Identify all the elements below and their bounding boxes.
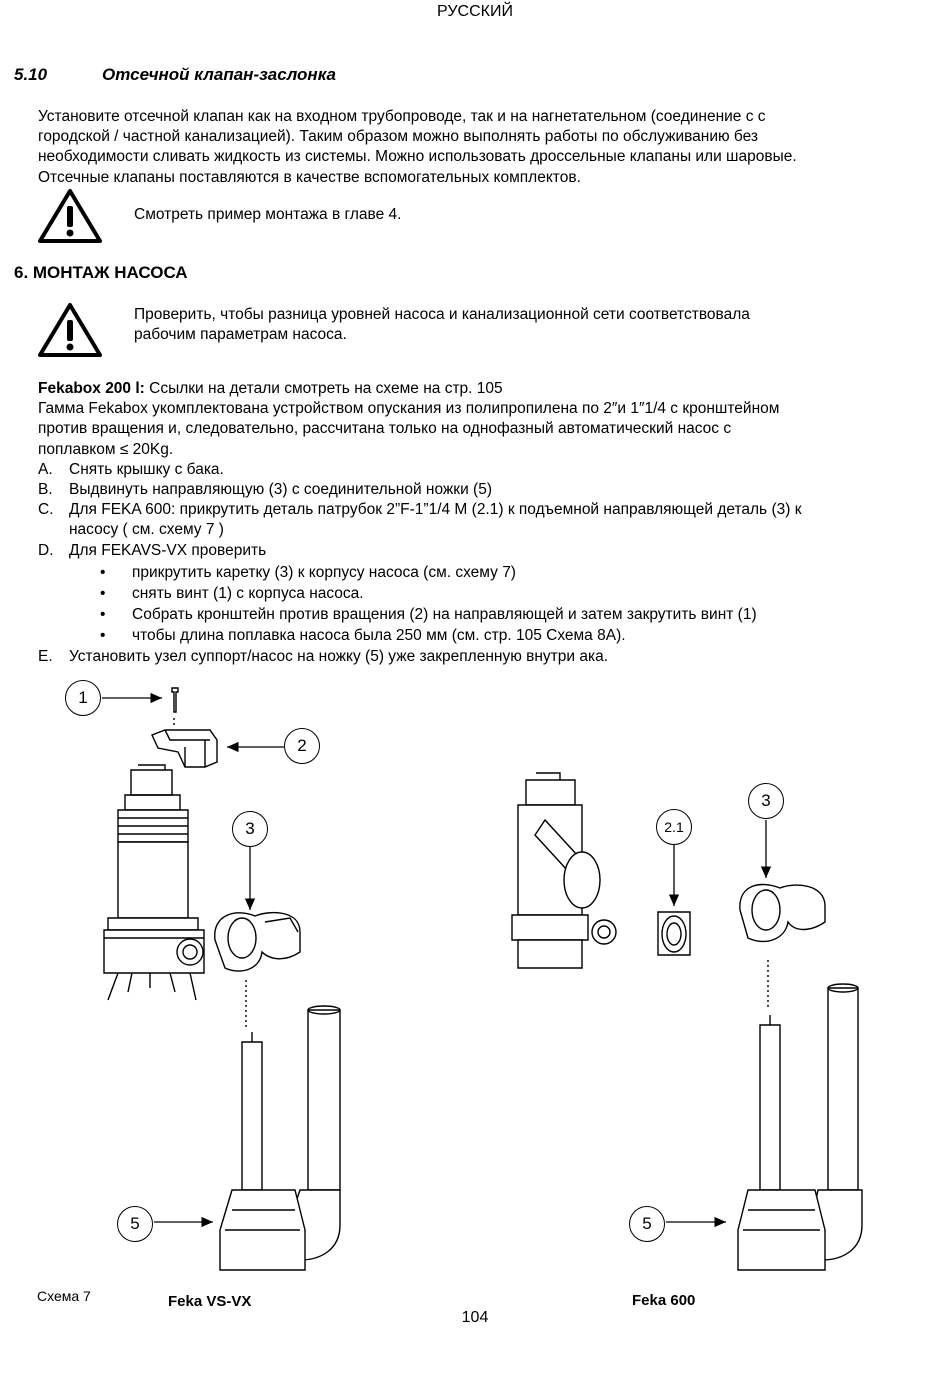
warning-line: Проверить, чтобы разница уровней насоса и канализационной сети соответствовала: [134, 306, 750, 323]
section-paragraph: [38, 107, 918, 188]
warning-line: рабочим параметрам насоса.: [134, 326, 347, 343]
callout-5: 5: [629, 1206, 665, 1242]
callout-1: 1: [65, 680, 101, 716]
step-text: Для FEKAVS-VX проверить: [69, 542, 267, 559]
step-text: Выдвинуть направляющую (3) с соединительной ножки (5): [69, 481, 492, 498]
caption-right: Feka 600: [632, 1292, 696, 1309]
bullet-dot: •: [100, 627, 106, 644]
step-line: насосу ( см. схему 7 ): [69, 521, 224, 539]
step-text: Установить узел суппорт/насос на ножку (5) уже закрепленную внутри ака.: [69, 648, 609, 665]
section-number: 5.10: [14, 65, 48, 84]
bullet-item: [100, 604, 900, 625]
step-item: [38, 480, 918, 500]
page-header-language: РУССКИЙ: [437, 3, 513, 20]
warning-icon: [37, 188, 103, 244]
paragraph-line: городской / частной канализацией). Таким образом можно выполнять работы по обслуживанию без: [38, 128, 759, 146]
step-text: Снять крышку с бака.: [69, 461, 224, 478]
intro-line: против вращения и, следовательно, рассчитана только на однофазный автоматический насос с: [38, 420, 732, 438]
step-line: Для FEKA 600: прикрутить деталь патрубок 2”F-1”1/4 M (2.1) к подъемной направляющей деталь (3) к: [69, 501, 802, 518]
section-title: Отсечной клапан-заслонка: [102, 65, 336, 84]
section-title: 6. МОНТАЖ НАСОСА: [14, 263, 188, 282]
fekabox-line: [38, 379, 918, 399]
bullet-dot: •: [100, 606, 106, 623]
bullet-text: чтобы длина поплавка насоса была 250 мм (см. стр. 105 Схема 8A).: [132, 627, 626, 644]
callout-3: 3: [232, 811, 268, 847]
callout-2-1: 2.1: [656, 809, 692, 845]
paragraph-line: Установите отсечной клапан как на входном трубопроводе, так и на нагнетательном (соединение с с: [38, 108, 766, 125]
step-marker: D.: [38, 542, 54, 559]
step-item: [38, 500, 918, 540]
step-marker: E.: [38, 648, 53, 665]
step-marker: C.: [38, 501, 54, 518]
fekabox-text: Ссылки на детали смотреть на схеме на стр. 105: [144, 380, 503, 397]
fekabox-label: Fekabox 200 l:: [38, 380, 145, 397]
page-number: 104: [461, 1309, 489, 1326]
fekabox-block: [38, 379, 918, 460]
step-marker: B.: [38, 481, 53, 498]
callout-3: 3: [748, 783, 784, 819]
step-marker: A.: [38, 461, 53, 478]
warning-text: [134, 305, 874, 345]
bullet-item: [100, 625, 900, 646]
warning-text: Смотреть пример монтажа в главе 4.: [134, 206, 402, 223]
caption-left: Feka VS-VX: [168, 1293, 252, 1310]
intro-line: Гамма Fekabox укомплектована устройством опускания из полипропилена по 2″и 1″1/4 с кронштейном: [38, 400, 780, 418]
bullet-text: Собрать кронштейн против вращения (2) на направляющей и затем закрутить винт (1): [132, 606, 757, 623]
paragraph-line: Отсечные клапаны поставляются в качестве вспомогательных комплектов.: [38, 168, 581, 186]
step-text: [69, 500, 918, 540]
step-item: [38, 541, 918, 561]
step-item: [38, 647, 918, 667]
bullet-item: [100, 562, 900, 583]
warning-icon: [37, 302, 103, 358]
callout-2: 2: [284, 728, 320, 764]
bullet-item: [100, 583, 900, 604]
step-item: [38, 460, 918, 480]
scheme-label: Схема 7: [37, 1288, 91, 1304]
bullet-text: снять винт (1) с корпуса насоса.: [132, 585, 364, 602]
bullet-dot: •: [100, 564, 106, 581]
bullet-text: прикрутить каретку (3) к корпусу насоса (см. схему 7): [132, 564, 516, 581]
intro-line: поплавком ≤ 20Kg.: [38, 440, 174, 458]
bullet-dot: •: [100, 585, 106, 602]
paragraph-line: необходимости сливать жидкость из системы. Можно использовать дроссельные клапаны или шаровые.: [38, 148, 797, 166]
callout-5: 5: [117, 1206, 153, 1242]
